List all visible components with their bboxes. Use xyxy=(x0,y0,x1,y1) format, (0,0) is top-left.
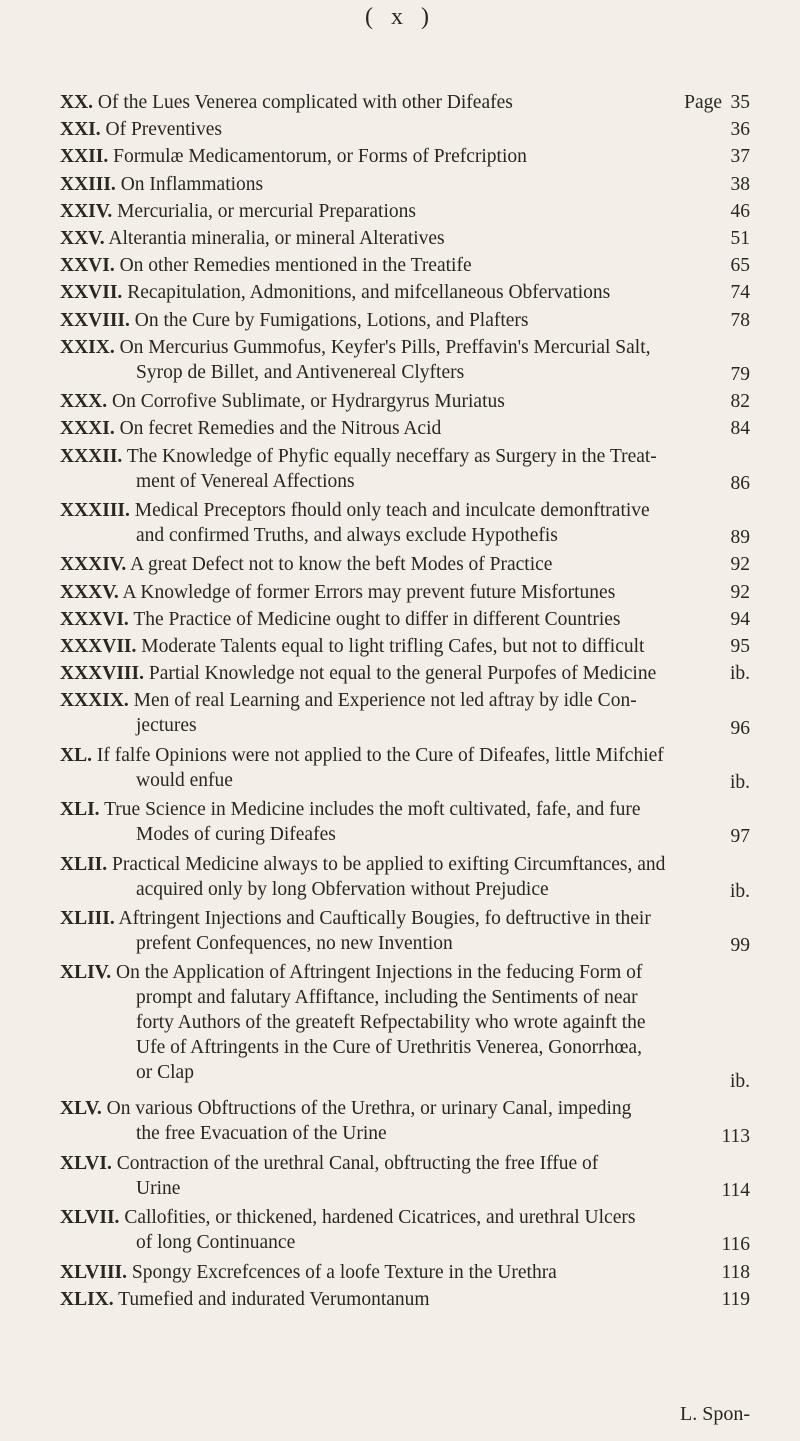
chapter-number: XXXIV. xyxy=(60,554,127,576)
contents-entry xyxy=(60,607,750,632)
page-number: 36 xyxy=(730,119,750,141)
chapter-title: On the Cure by Fumigations, Lotions, and Plafters xyxy=(129,309,529,331)
contents-entry xyxy=(60,1151,750,1201)
contents-entry xyxy=(60,172,750,197)
contents-entry xyxy=(60,444,750,494)
page-number: 95 xyxy=(730,636,750,657)
chapter-number: XXI. xyxy=(60,119,101,141)
contents-entry xyxy=(60,308,750,333)
chapter-title-continuation: the free Evacuation of the Urine xyxy=(136,1123,387,1145)
entry-first-line xyxy=(60,172,750,197)
chapter-number: XLVIII. xyxy=(60,1261,128,1283)
chapter-number: XXXVIII. xyxy=(60,663,144,685)
entry-first-line xyxy=(60,580,750,605)
contents-entry xyxy=(60,335,750,385)
page-number: 78 xyxy=(730,309,750,331)
chapter-title: A great Defect not to know the beft Modes of Practice xyxy=(126,554,553,576)
entry-first-line xyxy=(60,1260,750,1285)
chapter-title: Formulæ Medicamentorum, or Forms of Prefcription xyxy=(108,146,527,168)
page-number: 51 xyxy=(730,228,750,249)
entry-first-line xyxy=(60,199,750,224)
entry-first-line xyxy=(60,634,750,659)
page-number: 116 xyxy=(721,1234,750,1256)
page-number: 97 xyxy=(730,826,750,848)
page-number: 37 xyxy=(730,146,750,168)
entry-first-line xyxy=(60,743,750,768)
chapter-number: XXXVII. xyxy=(60,636,137,657)
contents-entry xyxy=(60,906,750,956)
page-number: ib. xyxy=(729,663,750,685)
chapter-title-continuation: ment of Venereal Affections xyxy=(136,470,355,492)
page-number: 94 xyxy=(730,608,750,630)
contents-entry xyxy=(60,1260,750,1285)
contents-entry xyxy=(60,852,750,902)
chapter-title: True Science in Medicine includes the moft cultivated, fafe, and fure xyxy=(99,799,641,821)
entry-first-line xyxy=(60,607,750,632)
chapter-title: Spongy Excrefcences of a loofe Texture in the Urethra xyxy=(127,1261,557,1283)
page-number: 86 xyxy=(730,472,750,494)
chapter-number: XXVI. xyxy=(60,255,115,277)
chapter-title-continuation: jectures xyxy=(136,715,197,737)
chapter-number: XXX. xyxy=(60,391,108,413)
contents-entry xyxy=(60,797,750,847)
chapter-number: XLVII. xyxy=(60,1207,120,1229)
page-number: 46 xyxy=(730,200,750,222)
chapter-title-continuation: Syrop de Billet, and Antivenereal Clyfters xyxy=(136,361,465,383)
contents-entry xyxy=(60,117,750,142)
page-number: 65 xyxy=(730,255,750,277)
chapter-title-continuation: Ufe of Aftringents in the Cure of Urethritis Venerea, Gonorrhœa, xyxy=(136,1037,642,1059)
page-number: 82 xyxy=(730,391,750,413)
chapter-title: The Practice of Medicine ought to differ in different Countries xyxy=(128,608,621,630)
chapter-title: Of the Lues Venerea complicated with other Difeafes xyxy=(93,92,513,113)
chapter-number: XXXV. xyxy=(60,581,119,603)
contents-entry xyxy=(60,253,750,278)
chapter-title: If falfe Opinions were not applied to the Cure of Difeafes, little Mifchief xyxy=(91,744,664,766)
chapter-title-continuation: would enfue xyxy=(136,769,233,791)
chapter-number: XXIV. xyxy=(60,200,113,222)
chapter-title: Partial Knowledge not equal to the general Purpofes of Medicine xyxy=(143,663,657,685)
catchword: L. Spon- xyxy=(680,1403,750,1425)
page-number: 113 xyxy=(721,1125,750,1147)
page-number: 119 xyxy=(721,1288,750,1310)
chapter-title: On Mercurius Gummofus, Keyfer's Pills, Preffavin's Mercurial Salt, xyxy=(114,336,651,358)
chapter-number: XXXII. xyxy=(60,445,123,467)
chapter-title: Medical Preceptors fhould only teach and inculcate demonftrative xyxy=(129,500,650,521)
chapter-number: XL. xyxy=(60,744,92,766)
contents-entry xyxy=(60,960,750,1093)
page-number: ib. xyxy=(729,1071,750,1093)
chapter-title: On various Obftructions of the Urethra, or urinary Canal, impeding xyxy=(101,1098,632,1120)
contents-entry xyxy=(60,90,750,115)
page-number: ib. xyxy=(729,771,750,793)
chapter-number: XLV. xyxy=(60,1098,102,1120)
entry-first-line xyxy=(60,797,750,822)
chapter-title: On Corrofive Sublimate, or Hydrargyrus Muriatus xyxy=(107,391,505,413)
entry-first-line xyxy=(60,144,750,169)
chapter-number: XLVI. xyxy=(60,1152,112,1174)
chapter-title: On fecret Remedies and the Nitrous Acid xyxy=(114,418,442,440)
page-folio: ( x ) xyxy=(365,4,435,30)
entry-first-line xyxy=(60,335,750,360)
page-number: 92 xyxy=(730,554,750,576)
page-number: 84 xyxy=(730,418,750,440)
entry-first-line xyxy=(60,1096,750,1121)
chapter-title: Moderate Talents equal to light trifling Cafes, but not to difficult xyxy=(136,636,645,657)
chapter-title-continuation: of long Continuance xyxy=(136,1232,296,1254)
page-number: 89 xyxy=(730,527,750,549)
contents-entry xyxy=(60,416,750,441)
entry-first-line xyxy=(60,226,750,251)
contents-entry xyxy=(60,144,750,169)
contents-entry xyxy=(60,389,750,414)
chapter-number: XLI. xyxy=(60,799,100,821)
chapter-title: Aftringent Injections and Cauftically Bougies, fo deftructive in their xyxy=(114,908,651,929)
entry-first-line xyxy=(60,1287,750,1312)
page-number: 118 xyxy=(721,1261,750,1283)
chapter-title-continuation: or Clap xyxy=(136,1062,194,1084)
contents-entry xyxy=(60,743,750,793)
chapter-title: On Inflammations xyxy=(115,173,264,195)
chapter-number: XXIII. xyxy=(60,173,116,195)
chapter-number: XLIV. xyxy=(60,962,112,984)
contents-entry xyxy=(60,661,750,686)
chapter-title: Alterantia mineralia, or mineral Alteratives xyxy=(104,228,445,249)
chapter-title: Practical Medicine always to be applied to exifting Circumftances, and xyxy=(107,853,666,875)
page-number: 38 xyxy=(730,173,750,195)
chapter-title-continuation: Modes of curing Difeafes xyxy=(136,824,336,846)
entry-first-line xyxy=(60,416,750,441)
chapter-title-continuation: prompt and falutary Affiftance, including the Sentiments of near xyxy=(136,987,638,1009)
chapter-number: XXII. xyxy=(60,146,109,168)
chapter-title-continuation: Urine xyxy=(136,1177,181,1199)
chapter-number: XXV. xyxy=(60,228,105,249)
page-number: 35 xyxy=(730,92,750,113)
chapter-title-continuation: forty Authors of the greateft Refpectability who wrote againft the xyxy=(136,1012,646,1034)
entry-first-line xyxy=(60,688,750,713)
page-column-header: Page xyxy=(684,92,722,113)
chapter-title: Callofities, or thickened, hardened Cicatrices, and urethral Ulcers xyxy=(119,1207,636,1229)
entry-first-line xyxy=(60,852,750,877)
entry-first-line xyxy=(60,498,750,523)
chapter-number: XX. xyxy=(60,92,94,113)
chapter-title-continuation: prefent Confequences, no new Invention xyxy=(136,933,453,954)
contents-entry xyxy=(60,552,750,577)
entry-first-line xyxy=(60,308,750,333)
chapter-title: A Knowledge of former Errors may prevent future Misfortunes xyxy=(118,581,616,603)
contents-entry xyxy=(60,226,750,251)
entry-first-line xyxy=(60,1151,750,1176)
chapter-title-continuation: and confirmed Truths, and always exclude Hypothefis xyxy=(136,525,558,546)
chapter-number: XXVII. xyxy=(60,282,123,304)
chapter-number: XXXIII. xyxy=(60,500,130,521)
chapter-number: XLIX. xyxy=(60,1288,114,1310)
page-number: ib. xyxy=(729,880,750,902)
chapter-title-continuation: acquired only by long Obfervation without Prejudice xyxy=(136,878,549,900)
chapter-number: XLIII. xyxy=(60,908,115,929)
entry-first-line xyxy=(60,444,750,469)
entry-first-line xyxy=(60,389,750,414)
contents-entry xyxy=(60,634,750,659)
contents-entry xyxy=(60,199,750,224)
chapter-number: XXVIII. xyxy=(60,309,130,331)
page-number: 92 xyxy=(730,581,750,603)
entry-first-line xyxy=(60,552,750,577)
chapter-number: XXXI. xyxy=(60,418,115,440)
page-number: 74 xyxy=(730,282,750,304)
entry-first-line xyxy=(60,1205,750,1230)
page-number: 99 xyxy=(730,935,750,957)
chapter-number: XXXIX. xyxy=(60,690,129,712)
chapter-title: Of Preventives xyxy=(100,119,222,141)
contents-entry xyxy=(60,688,750,738)
entry-first-line xyxy=(60,117,750,142)
chapter-title: On the Application of Aftringent Injections in the feducing Form of xyxy=(111,962,643,984)
page-number: 96 xyxy=(730,717,750,739)
chapter-number: XLII. xyxy=(60,853,108,875)
contents-entry xyxy=(60,1096,750,1146)
chapter-title: On other Remedies mentioned in the Treatife xyxy=(114,255,472,277)
entry-first-line xyxy=(60,280,750,305)
chapter-title: Contraction of the urethral Canal, obftructing the free Iffue of xyxy=(111,1152,599,1174)
page-number: 79 xyxy=(730,363,750,385)
contents-entry xyxy=(60,498,750,548)
chapter-title: Men of real Learning and Experience not led aftray by idle Con- xyxy=(128,690,637,712)
entry-first-line xyxy=(60,661,750,686)
entry-first-line xyxy=(60,960,750,985)
entry-first-line xyxy=(60,90,750,115)
chapter-title: Mercurialia, or mercurial Preparations xyxy=(112,200,416,222)
chapter-title: The Knowledge of Phyfic equally neceffary as Surgery in the Treat- xyxy=(122,445,657,467)
contents-entry xyxy=(60,580,750,605)
chapter-number: XXXVI. xyxy=(60,608,129,630)
contents-entry xyxy=(60,1287,750,1312)
contents-entry xyxy=(60,280,750,305)
chapter-title: Recapitulation, Admonitions, and mifcellaneous Obfervations xyxy=(122,282,611,304)
chapter-number: XXIX. xyxy=(60,336,115,358)
entry-first-line xyxy=(60,906,750,931)
entry-first-line xyxy=(60,253,750,278)
contents-entry xyxy=(60,1205,750,1255)
chapter-title: Tumefied and indurated Verumontanum xyxy=(113,1288,430,1310)
page-number: 114 xyxy=(721,1179,750,1201)
